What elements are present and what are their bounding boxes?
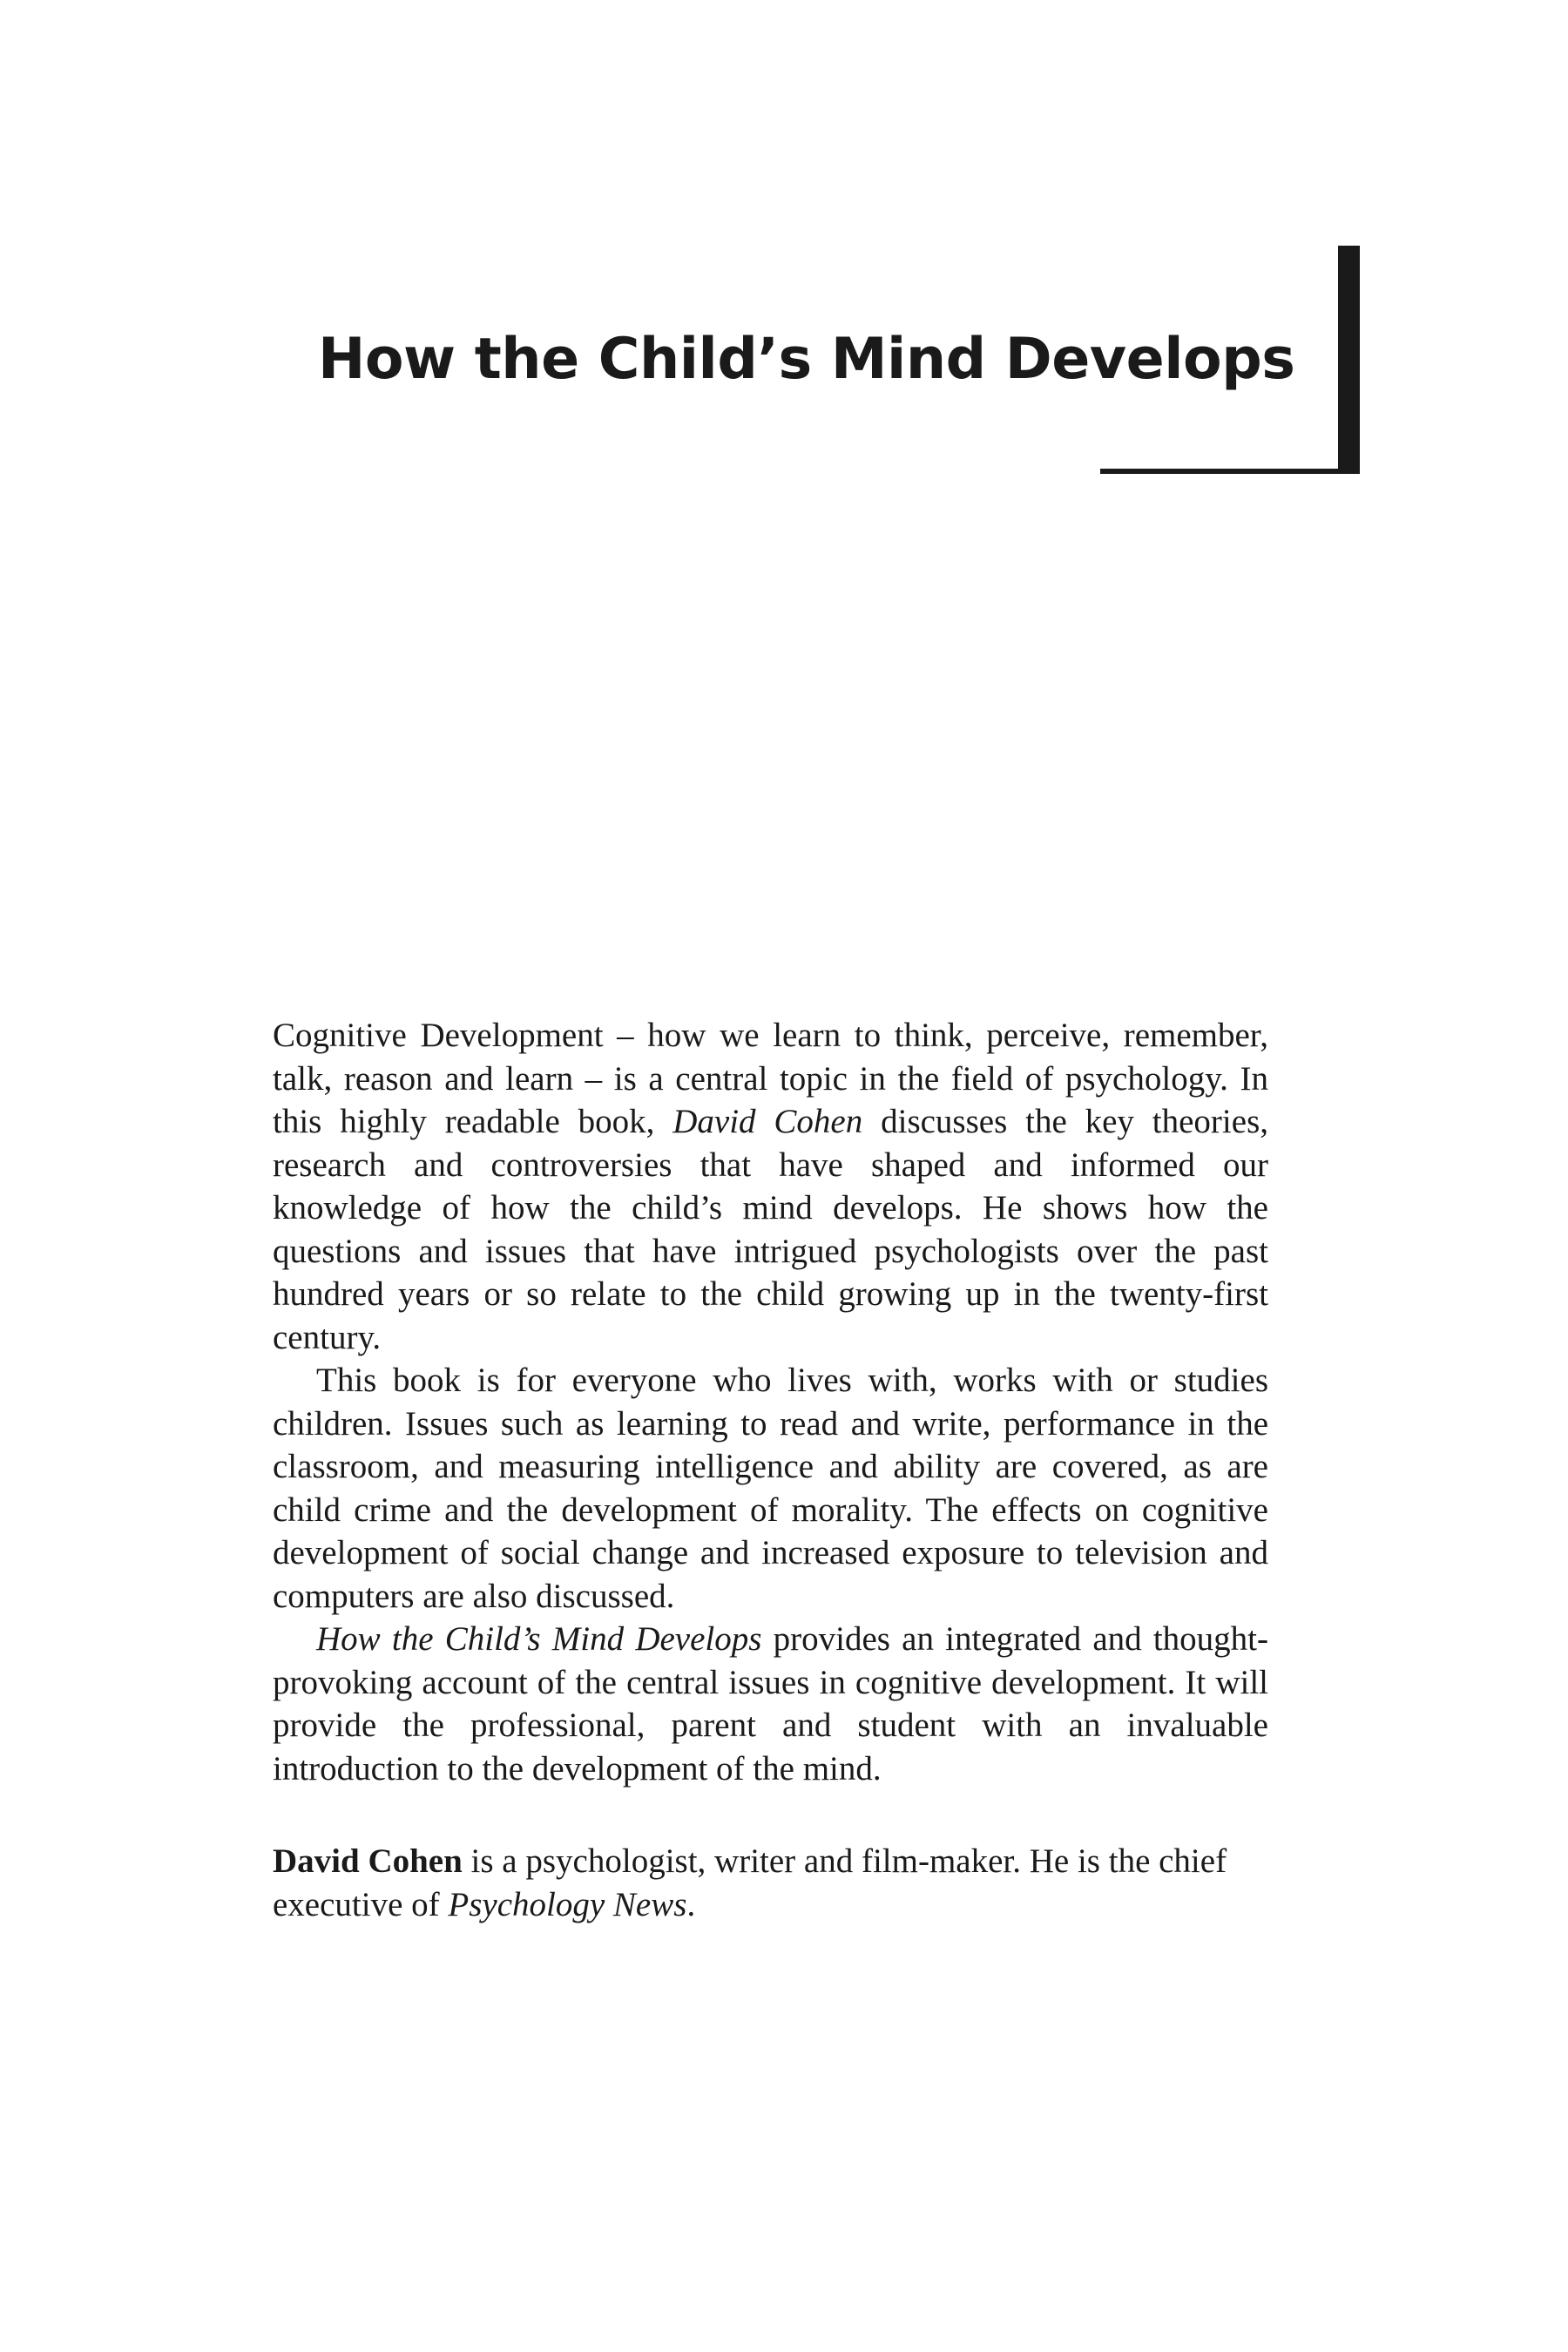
author-bio — [273, 1840, 1268, 1926]
title-block — [0, 0, 1568, 488]
description-paragraph-2 — [273, 1359, 1268, 1618]
author-bio-end: . — [686, 1885, 696, 1923]
book-title: How the Child’s Mind Develops — [318, 327, 1295, 392]
description-paragraph-3 — [273, 1618, 1268, 1790]
author-bio-name: David Cohen — [273, 1842, 463, 1880]
author-bio-publication: Psychology News — [448, 1885, 687, 1923]
book-description — [273, 1014, 1268, 1790]
author-bio-text: is a psychologist, writer and film-maker. He is the chief executive of — [273, 1842, 1227, 1923]
paragraph-2-segment-1: This book is for everyone who lives with, works with or studies children. Issues such as learning to read and write, performance in the classroom, and measuring intelligence and ability are covered, as are child crime and the development of morality. The effects on cognitive development of social change and increased exposure to television and computers are also discussed. — [273, 1362, 1268, 1615]
book-title-italic: How the Child’s Mind Develops — [316, 1620, 762, 1658]
description-paragraph-1 — [273, 1014, 1268, 1359]
paragraph-1-segment-1: Cognitive Development – how we learn to think, perceive, remember, talk, reason and learn – is a central topic in the field of psychology. In this highly readable book, — [273, 1017, 1268, 1140]
paragraph-1-segment-3: discusses the key theories, research and controversies that have shaped and informed our knowledge of how the child’s mind develops. He shows how the questions and issues that have intrigued psychologists over the past hundred years or so relate to the child growing up in the twenty-first century. — [273, 1103, 1268, 1356]
author-name-italic: David Cohen — [672, 1103, 863, 1140]
title-vertical-bar — [1338, 246, 1360, 474]
paragraph-3-segment-2: provides an integrated and thought-provoking account of the central issues in cognitive development. It will provide the professional, parent and student with an invaluable introduction to the development of the mind. — [273, 1620, 1268, 1788]
title-horizontal-rule — [1100, 469, 1360, 474]
